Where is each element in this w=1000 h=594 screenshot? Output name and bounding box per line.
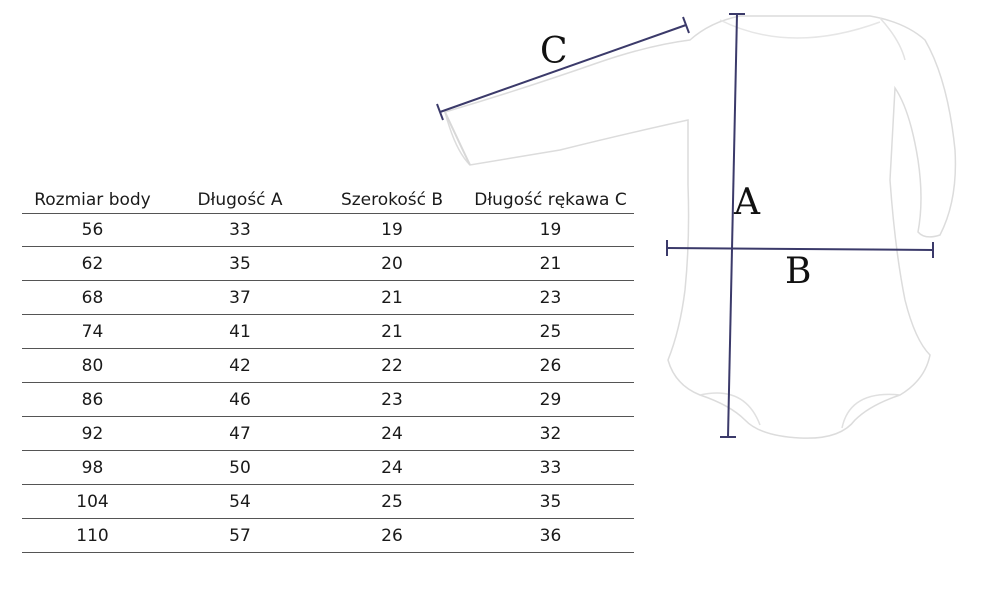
- cell-length-a: 33: [163, 214, 317, 247]
- dimension-label-a: A: [734, 182, 760, 223]
- cell-size: 62: [22, 247, 163, 281]
- cell-size: 80: [22, 349, 163, 383]
- dimension-label-b: B: [785, 251, 812, 292]
- cell-length-a: 37: [163, 281, 317, 315]
- cell-size: 86: [22, 383, 163, 417]
- cell-size: 110: [22, 519, 163, 553]
- cell-sleeve-c: 29: [467, 383, 634, 417]
- header-sleeve-c: Długość rękawa C: [467, 186, 634, 214]
- cell-sleeve-c: 23: [467, 281, 634, 315]
- cell-size: 92: [22, 417, 163, 451]
- header-length-a: Długość A: [163, 186, 317, 214]
- cell-sleeve-c: 21: [467, 247, 634, 281]
- cell-width-b: 20: [317, 247, 467, 281]
- cell-length-a: 54: [163, 485, 317, 519]
- cell-width-b: 26: [317, 519, 467, 553]
- cell-width-b: 21: [317, 315, 467, 349]
- cell-sleeve-c: 32: [467, 417, 634, 451]
- bodysuit-body: [445, 16, 955, 438]
- header-width-b: Szerokość B: [317, 186, 467, 214]
- bodysuit-diagram: [430, 8, 970, 453]
- cell-width-b: 23: [317, 383, 467, 417]
- header-size: Rozmiar body: [22, 186, 163, 214]
- cell-size: 56: [22, 214, 163, 247]
- cell-width-b: 25: [317, 485, 467, 519]
- cell-width-b: 22: [317, 349, 467, 383]
- table-row: [22, 519, 634, 553]
- cell-size: 68: [22, 281, 163, 315]
- cell-width-b: 19: [317, 214, 467, 247]
- cell-width-b: 24: [317, 451, 467, 485]
- cell-sleeve-c: 36: [467, 519, 634, 553]
- table-row: [22, 451, 634, 485]
- cell-length-a: 57: [163, 519, 317, 553]
- cell-size: 104: [22, 485, 163, 519]
- cell-size: 98: [22, 451, 163, 485]
- cell-length-a: 47: [163, 417, 317, 451]
- cell-length-a: 41: [163, 315, 317, 349]
- cell-sleeve-c: 33: [467, 451, 634, 485]
- table-row: [22, 485, 634, 519]
- cell-width-b: 21: [317, 281, 467, 315]
- bodysuit-illustration: [445, 16, 955, 438]
- cell-length-a: 46: [163, 383, 317, 417]
- cell-length-a: 42: [163, 349, 317, 383]
- cell-sleeve-c: 19: [467, 214, 634, 247]
- cell-sleeve-c: 26: [467, 349, 634, 383]
- cell-length-a: 50: [163, 451, 317, 485]
- dimension-label-c: C: [540, 31, 568, 72]
- cell-length-a: 35: [163, 247, 317, 281]
- cell-size: 74: [22, 315, 163, 349]
- cell-sleeve-c: 35: [467, 485, 634, 519]
- cell-width-b: 24: [317, 417, 467, 451]
- cell-sleeve-c: 25: [467, 315, 634, 349]
